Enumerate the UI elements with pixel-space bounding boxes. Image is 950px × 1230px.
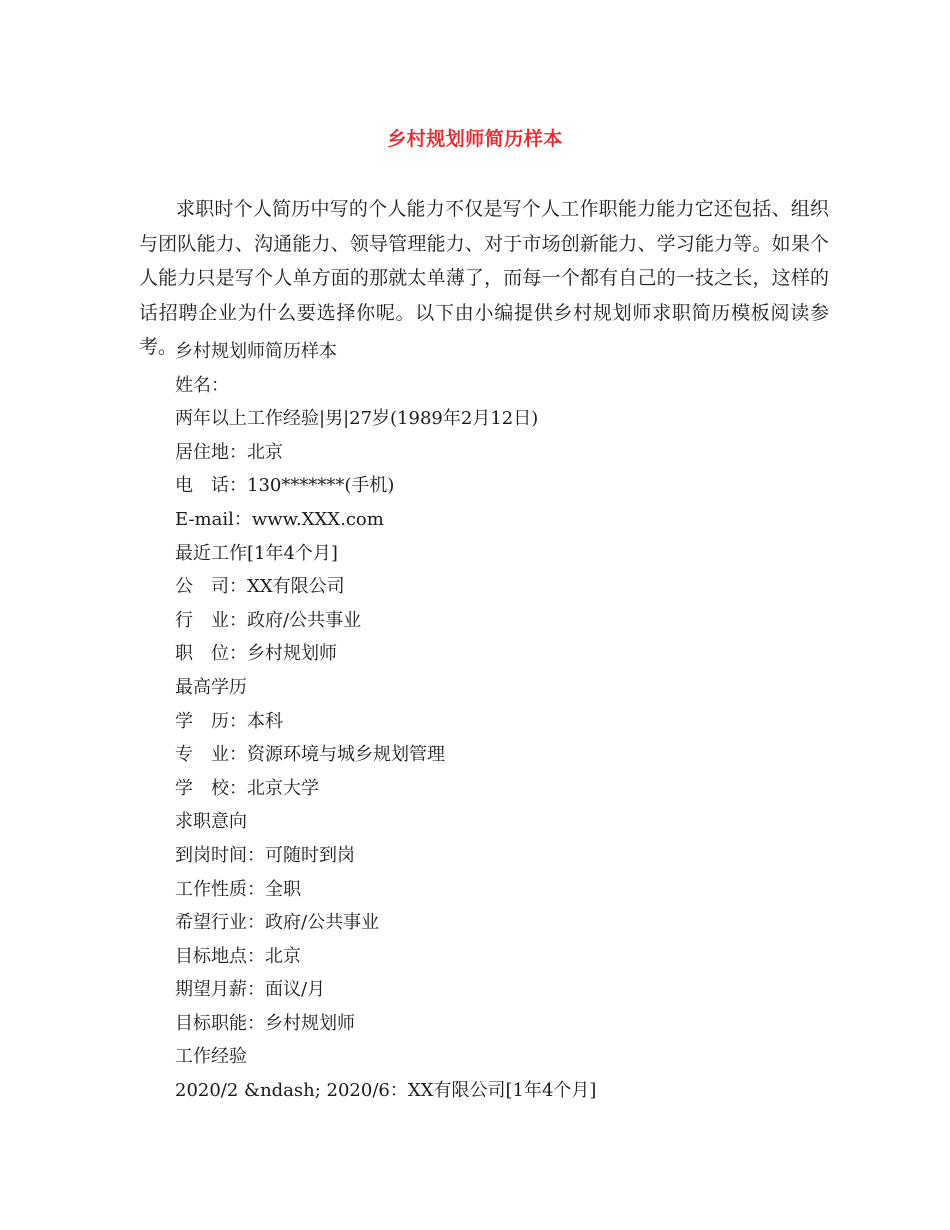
school-line: 学 校：北京大学 bbox=[175, 777, 319, 799]
major-line: 专 业：资源环境与城乡规划管理 bbox=[175, 744, 445, 766]
job-intention-heading: 求职意向 bbox=[175, 811, 247, 833]
experience-summary-line: 两年以上工作经验|男|27岁(1989年2月12日) bbox=[175, 408, 539, 430]
availability-line: 到岗时间：可随时到岗 bbox=[175, 844, 355, 866]
resume-heading: 乡村规划师简历样本 bbox=[175, 341, 337, 362]
desired-industry-line: 希望行业：政府/公共事业 bbox=[175, 912, 380, 934]
work-experience-entry: 2020/2 &ndash; 2020/6：XX有限公司[1年4个月] bbox=[175, 1080, 597, 1102]
expected-salary-line: 期望月薪：面议/月 bbox=[175, 979, 326, 1001]
target-function-line: 目标职能：乡村规划师 bbox=[175, 1012, 355, 1034]
email-line: E-mail：www.XXX.com bbox=[175, 508, 384, 530]
work-experience-heading: 工作经验 bbox=[175, 1046, 247, 1068]
recent-work-heading: 最近工作[1年4个月] bbox=[175, 542, 338, 564]
name-line: 姓名： bbox=[175, 374, 229, 396]
company-line: 公 司：XX有限公司 bbox=[175, 576, 345, 598]
degree-line: 学 历：本科 bbox=[175, 710, 283, 732]
industry-line: 行 业：政府/公共事业 bbox=[175, 609, 362, 631]
intro-paragraph: 求职时个人简历中写的个人能力不仅是写个人工作职能力能力它还包括、组织与团队能力、沟通能力、领导管理能力、对于市场创新能力、学习能力等。如果个人能力只是写个人单方面的那就太单薄了，而每一个都有自己的一技之长，这样的话招聘企业为什么要选择你呢。以下由小编提供乡村规划师求职简历模板阅读参考。 bbox=[139, 198, 829, 358]
phone-line: 电 话：130*******(手机) bbox=[175, 475, 395, 497]
education-heading: 最高学历 bbox=[175, 676, 247, 698]
target-location-line: 目标地点：北京 bbox=[175, 945, 301, 967]
job-type-line: 工作性质：全职 bbox=[175, 878, 301, 900]
position-line: 职 位：乡村规划师 bbox=[175, 643, 337, 665]
residence-line: 居住地：北京 bbox=[175, 441, 283, 463]
document-title: 乡村规划师简历样本 bbox=[387, 128, 563, 150]
resume-lines bbox=[175, 335, 835, 1108]
